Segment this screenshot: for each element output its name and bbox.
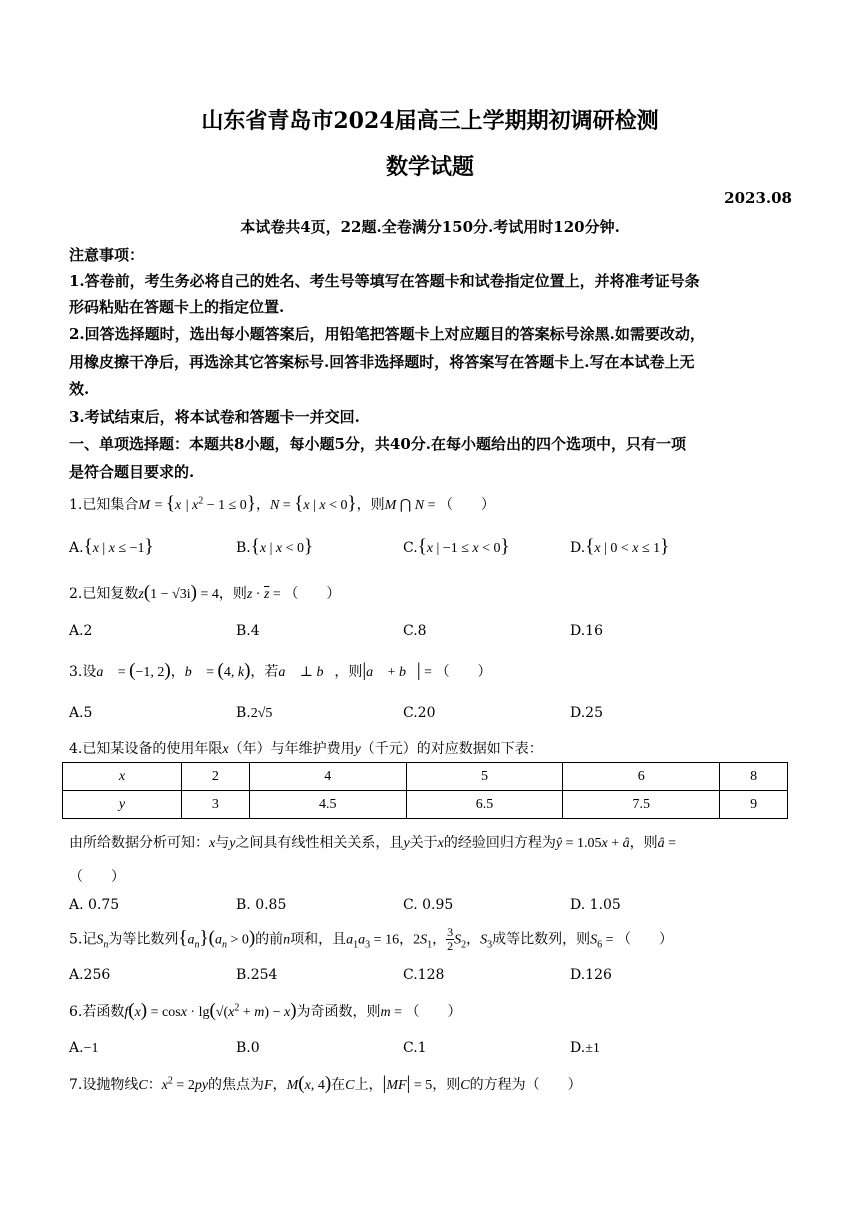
question-3: 3.设a⃗ = (−1, 2)，b⃗ = (4, k)，若a⃗ ⊥ b⃗，则|a⃗ + b⃗| = （ ）	[69, 660, 492, 681]
notice-heading: 注意事项：	[69, 246, 145, 264]
q1-option-c[interactable]: C.{x | −1 ≤ x < 0}	[403, 536, 510, 557]
section1-heading-cont: 是符合题目要求的.	[69, 463, 195, 481]
table-cell: 2	[182, 763, 250, 791]
notice-item-2-cont: 用橡皮擦干净后，再选涂其它答案标号.回答非选择题时，将答案写在答题卡上.写在本试卷上无	[69, 353, 695, 371]
q4-option-d[interactable]: D. 1.05	[570, 897, 621, 913]
q2-option-d[interactable]: D.16	[570, 623, 603, 639]
q4-option-a[interactable]: A. 0.75	[69, 897, 120, 913]
exam-date: 2023.08	[724, 189, 792, 207]
question-6: 6.若函数$f(x) = \cos x \cdot \lg(√(x^2 + m) - x)$为奇函数，则m = （ ）	[69, 1000, 462, 1021]
notice-item-1-cont: 形码粘贴在答题卡上的指定位置.	[69, 298, 285, 316]
table-header-x: x	[63, 763, 182, 791]
table-row-x	[63, 763, 788, 791]
q1-option-b[interactable]: B.{x | x < 0}	[236, 536, 314, 557]
question-7: 7.设抛物线C：$x^2 = 2py$的焦点为F，M(x, 4)在C上，|MF| = 5，则C的方程为（ ）	[69, 1073, 582, 1094]
table-cell: 6	[563, 763, 720, 791]
table-cell: 5	[406, 763, 563, 791]
q5-option-d[interactable]: D.126	[570, 967, 612, 983]
table-cell: 6.5	[406, 791, 563, 819]
q4-option-b[interactable]: B. 0.85	[236, 897, 287, 913]
q3-option-a[interactable]: A.5	[69, 705, 93, 721]
exam-intro: 本试卷共4页，22题.全卷满分150分.考试用时120分钟.	[240, 218, 620, 236]
table-header-y: y	[63, 791, 182, 819]
q1-option-a[interactable]: A.{x | x ≤ −1}	[69, 536, 154, 557]
q6-option-a[interactable]: A.−1	[69, 1040, 99, 1056]
q3-option-b[interactable]: B.2√5	[236, 705, 273, 721]
q4-stem-cont: 由所给数据分析可知：x与y之间具有线性相关关系，且y关于x的经验回归方程为ŷ = 1.05x + â，则â =	[69, 835, 677, 851]
notice-item-2-end: 效.	[69, 380, 90, 398]
q2-option-a[interactable]: A.2	[69, 623, 93, 639]
q4-data-table	[62, 762, 788, 819]
q5-option-a[interactable]: A.256	[69, 967, 111, 983]
q3-option-c[interactable]: C.20	[403, 705, 436, 721]
q4-answer-blank: （ ）	[69, 869, 125, 885]
table-cell: 8	[720, 763, 788, 791]
q2-option-b[interactable]: B.4	[236, 623, 260, 639]
notice-item-1: 1.答卷前，考生务必将自己的姓名、考生号等填写在答题卡和试卷指定位置上，并将准考证号条	[69, 272, 700, 290]
table-cell: 3	[182, 791, 250, 819]
q3-option-d[interactable]: D.25	[570, 705, 603, 721]
question-4: 4.已知某设备的使用年限x（年）与年维护费用y（千元）的对应数据如下表：	[69, 741, 543, 757]
q5-option-b[interactable]: B.254	[236, 967, 278, 983]
q4-option-c[interactable]: C. 0.95	[403, 897, 454, 913]
notice-item-2: 2.回答选择题时，选出每小题答案后，用铅笔把答题卡上对应题目的答案标号涂黑.如需要改动，	[69, 325, 705, 343]
q6-option-c[interactable]: C.1	[403, 1040, 427, 1056]
table-cell: 9	[720, 791, 788, 819]
question-1: 1.已知集合M = {x | $x^2 - 1 \le 0$}，N = {x | x < 0}，则M ⋂ N = （ ）	[69, 493, 495, 514]
section1-heading: 一、单项选择题：本题共8小题，每小题5分，共40分.在每小题给出的四个选项中，只有一项	[69, 435, 686, 453]
table-cell: 4.5	[249, 791, 406, 819]
table-row-y	[63, 791, 788, 819]
q5-option-c[interactable]: C.128	[403, 967, 445, 983]
q6-option-b[interactable]: B.0	[236, 1040, 260, 1056]
question-2: 2.已知复数z(1 − √3i) = 4，则$z \cdot \overline{z}$ = （ ）	[69, 582, 341, 603]
question-5: 5.记$S_n$为等比数列$\{a_n\}(a_n > 0)$的前n项和，且$a_1a_3 = 16$，$2S_1$， $\frac{3}{2}$ $S_2$，$S_3$成等比数列，则$S_6$ = （ ）	[69, 925, 673, 953]
q6-option-d[interactable]: D.±1	[570, 1040, 600, 1056]
exam-subtitle: 数学试题	[385, 154, 474, 180]
table-cell: 7.5	[563, 791, 720, 819]
table-cell: 4	[249, 763, 406, 791]
q2-option-c[interactable]: C.8	[403, 623, 427, 639]
notice-item-3: 3.考试结束后，将本试卷和答题卡一并交回.	[69, 408, 360, 426]
exam-title: 山东省青岛市2024届高三上学期期初调研检测	[201, 108, 659, 134]
q1-option-d[interactable]: D.{x | 0 < x ≤ 1}	[570, 536, 670, 557]
